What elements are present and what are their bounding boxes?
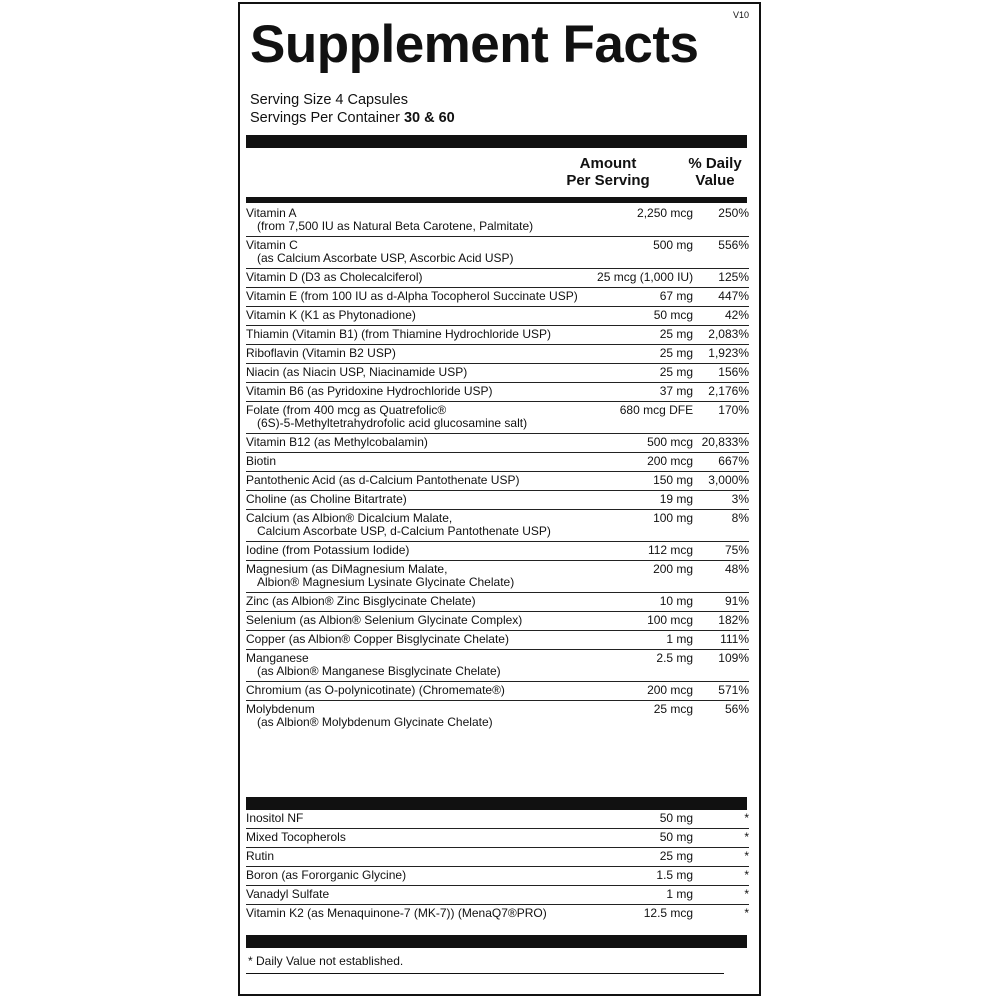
- nutrient-amount: 500 mcg: [581, 434, 693, 453]
- nutrient-name-cell: [246, 205, 581, 237]
- other-ingredient-daily-value: *: [744, 906, 749, 920]
- nutrient-amount: 19 mg: [581, 491, 693, 510]
- nutrient-name: Folate (from 400 mcg as Quatrefolic®: [246, 403, 447, 417]
- nutrient-amount: 500 mg: [581, 237, 693, 269]
- nutrient-amount: 25 mcg (1,000 IU): [581, 269, 693, 288]
- nutrient-row: [246, 612, 749, 631]
- nutrients-table: [246, 205, 749, 732]
- nutrient-name: Pantothenic Acid (as d-Calcium Pantothenate USP): [246, 473, 520, 487]
- nutrient-daily-value: 170%: [693, 402, 749, 434]
- nutrient-daily-value: 3,000%: [693, 472, 749, 491]
- other-ingredient-amount: 1.5 mg: [581, 867, 693, 886]
- nutrient-name-cell: [246, 364, 581, 383]
- nutrient-row: [246, 682, 749, 701]
- nutrient-row: [246, 561, 749, 593]
- nutrient-amount: 25 mg: [581, 345, 693, 364]
- nutrient-amount: 150 mg: [581, 472, 693, 491]
- nutrient-row: [246, 542, 749, 561]
- thick-divider-middle: [246, 797, 747, 810]
- nutrient-name-cell: [246, 682, 581, 701]
- dv-header-line1: % Daily: [688, 155, 742, 172]
- nutrient-row: [246, 434, 749, 453]
- nutrient-amount: 2,250 mcg: [581, 205, 693, 237]
- footnote: * Daily Value not established.: [248, 954, 404, 968]
- nutrient-amount: 112 mcg: [581, 542, 693, 561]
- nutrient-name: Vitamin D (D3 as Cholecalciferol): [246, 270, 423, 284]
- nutrient-daily-value: 156%: [693, 364, 749, 383]
- nutrient-detail: (as Calcium Ascorbate USP, Ascorbic Acid USP): [257, 251, 514, 265]
- nutrient-row: [246, 345, 749, 364]
- nutrient-row: [246, 383, 749, 402]
- nutrient-name: Calcium (as Albion® Dicalcium Malate,: [246, 511, 453, 525]
- nutrient-name: Choline (as Choline Bitartrate): [246, 492, 407, 506]
- nutrient-daily-value: 571%: [693, 682, 749, 701]
- nutrient-daily-value: 2,176%: [693, 383, 749, 402]
- serving-size: Serving Size 4 Capsules: [250, 92, 408, 108]
- nutrient-amount: 25 mg: [581, 326, 693, 345]
- dv-header-line2: Value: [695, 172, 735, 189]
- nutrient-name-cell: [246, 288, 581, 307]
- nutrient-name-cell: [246, 612, 581, 631]
- other-ingredient-name: Vanadyl Sulfate: [246, 886, 581, 905]
- nutrient-daily-value: 91%: [693, 593, 749, 612]
- nutrient-daily-value: 48%: [693, 561, 749, 593]
- nutrient-name-cell: [246, 383, 581, 402]
- nutrient-daily-value: 56%: [724, 702, 749, 716]
- nutrient-daily-value: 75%: [693, 542, 749, 561]
- amount-header-line1: Amount: [579, 155, 637, 172]
- nutrient-name-cell: [246, 307, 581, 326]
- nutrient-daily-value: 556%: [693, 237, 749, 269]
- nutrient-name: Vitamin K (K1 as Phytonadione): [246, 308, 416, 322]
- other-ingredients-table: [246, 810, 749, 923]
- nutrient-amount: 100 mg: [581, 510, 693, 542]
- thick-divider-top: [246, 135, 747, 148]
- nutrient-amount: 67 mg: [581, 288, 693, 307]
- nutrient-name-cell: [246, 561, 581, 593]
- nutrient-row: [246, 491, 749, 510]
- nutrient-daily-value: 447%: [693, 288, 749, 307]
- nutrient-name: Zinc (as Albion® Zinc Bisglycinate Chelate): [246, 594, 476, 608]
- nutrient-row: [246, 701, 749, 733]
- other-ingredient-daily-value: *: [693, 848, 749, 867]
- nutrient-amount: 1 mg: [581, 631, 693, 650]
- nutrient-name: Chromium (as O-polynicotinate) (Chromemate®): [246, 683, 505, 697]
- nutrient-name-cell: [246, 593, 581, 612]
- nutrient-amount: 37 mg: [581, 383, 693, 402]
- amount-per-serving-header: [558, 155, 658, 189]
- nutrient-daily-value: 3%: [693, 491, 749, 510]
- nutrient-amount: 50 mcg: [581, 307, 693, 326]
- other-ingredient-daily-value: *: [693, 829, 749, 848]
- nutrient-row: [246, 510, 749, 542]
- nutrient-daily-value: 20,833%: [693, 434, 749, 453]
- other-ingredient-amount: 1 mg: [581, 886, 693, 905]
- servings-per-container-label: Servings Per Container: [250, 110, 404, 126]
- nutrient-name-cell: [246, 542, 581, 561]
- nutrient-name: Vitamin B12 (as Methylcobalamin): [246, 435, 428, 449]
- nutrient-row: [246, 453, 749, 472]
- nutrient-detail: (as Albion® Molybdenum Glycinate Chelate): [257, 715, 493, 729]
- other-ingredient-row: [246, 905, 749, 924]
- nutrient-row: [246, 650, 749, 682]
- nutrient-name: Manganese: [246, 651, 309, 665]
- nutrient-name: Selenium (as Albion® Selenium Glycinate Complex): [246, 613, 523, 627]
- nutrient-name: Riboflavin (Vitamin B2 USP): [246, 346, 396, 360]
- other-ingredient-amount: 50 mg: [581, 829, 693, 848]
- nutrient-name-cell: [246, 453, 581, 472]
- nutrient-row: [246, 307, 749, 326]
- nutrient-name-cell: [246, 345, 581, 364]
- nutrient-detail: (6S)-5-Methyltetrahydrofolic acid glucosamine salt): [257, 416, 528, 430]
- nutrient-daily-value: 111%: [693, 631, 749, 650]
- other-ingredient-row: [246, 867, 749, 886]
- nutrient-name: Biotin: [246, 454, 277, 468]
- other-ingredient-row: [246, 886, 749, 905]
- nutrient-name: Thiamin (Vitamin B1) (from Thiamine Hydrochloride USP): [246, 327, 551, 341]
- other-ingredient-amount: 25 mg: [581, 848, 693, 867]
- nutrient-detail: (as Albion® Manganese Bisglycinate Chelate): [257, 664, 501, 678]
- nutrient-name: Vitamin A: [246, 206, 297, 220]
- nutrient-name-cell: [246, 434, 581, 453]
- amount-header-line2: Per Serving: [566, 172, 650, 189]
- nutrient-daily-value: 667%: [693, 453, 749, 472]
- servings-per-container: [250, 109, 455, 127]
- other-ingredient-amount: 12.5 mcg: [643, 906, 694, 920]
- nutrient-name-cell: [246, 650, 581, 682]
- nutrient-daily-value: 2,083%: [693, 326, 749, 345]
- nutrient-row: [246, 472, 749, 491]
- nutrient-amount: 200 mcg: [581, 453, 693, 472]
- nutrient-daily-value: 125%: [693, 269, 749, 288]
- nutrient-row: [246, 288, 749, 307]
- nutrient-name-cell: [246, 631, 581, 650]
- nutrient-amount: 680 mcg DFE: [581, 402, 693, 434]
- nutrient-row: [246, 593, 749, 612]
- nutrient-name-cell: [246, 491, 581, 510]
- nutrient-name: Copper (as Albion® Copper Bisglycinate Chelate): [246, 632, 509, 646]
- thick-divider-bottom: [246, 935, 747, 948]
- nutrient-name-cell: [246, 269, 581, 288]
- medium-divider-header: [246, 197, 747, 203]
- nutrient-row: [246, 237, 749, 269]
- nutrient-name: Vitamin B6 (as Pyridoxine Hydrochloride USP): [246, 384, 493, 398]
- nutrient-name-cell: [246, 402, 581, 434]
- nutrient-detail: (from 7,500 IU as Natural Beta Carotene, Palmitate): [257, 219, 534, 233]
- nutrient-amount: 25 mcg: [653, 702, 694, 716]
- servings-per-container-value: 30 & 60: [403, 110, 455, 126]
- other-ingredient-daily-value: *: [693, 886, 749, 905]
- other-ingredient-name: Vitamin K2 (as Menaquinone-7 (MK-7)) (MenaQ7®PRO): [246, 906, 547, 920]
- nutrient-name: Vitamin E (from 100 IU as d-Alpha Tocopherol Succinate USP): [246, 289, 578, 303]
- footnote-divider: [246, 973, 724, 974]
- nutrient-name: Vitamin C: [246, 238, 298, 252]
- nutrient-row: [246, 631, 749, 650]
- nutrient-amount: 2.5 mg: [581, 650, 693, 682]
- nutrient-name: Magnesium (as DiMagnesium Malate,: [246, 562, 448, 576]
- nutrient-daily-value: 1,923%: [693, 345, 749, 364]
- nutrient-row: [246, 205, 749, 237]
- version-code: V10: [732, 10, 749, 20]
- nutrient-detail: Calcium Ascorbate USP, d-Calcium Pantothenate USP): [257, 524, 551, 538]
- nutrient-daily-value: 182%: [693, 612, 749, 631]
- other-ingredient-daily-value: *: [693, 867, 749, 886]
- other-ingredient-row: [246, 829, 749, 848]
- panel-title: Supplement Facts: [250, 15, 699, 74]
- other-ingredient-name: Rutin: [246, 848, 581, 867]
- nutrient-name-cell: [246, 237, 581, 269]
- other-ingredient-amount: 50 mg: [581, 810, 693, 829]
- nutrient-name: Iodine (from Potassium Iodide): [246, 543, 410, 557]
- nutrient-row: [246, 402, 749, 434]
- nutrient-name-cell: [246, 510, 581, 542]
- nutrient-daily-value: 109%: [693, 650, 749, 682]
- nutrient-row: [246, 269, 749, 288]
- other-ingredient-name: Boron (as Fororganic Glycine): [246, 867, 581, 886]
- nutrient-name: Molybdenum: [246, 702, 315, 716]
- nutrient-amount: 100 mcg: [581, 612, 693, 631]
- other-ingredient-row: [246, 848, 749, 867]
- nutrient-name-cell: [246, 472, 581, 491]
- nutrient-amount: 10 mg: [581, 593, 693, 612]
- nutrient-name-cell: [246, 701, 581, 733]
- nutrient-amount: 25 mg: [581, 364, 693, 383]
- serving-info: [250, 91, 455, 127]
- nutrient-detail: Albion® Magnesium Lysinate Glycinate Chelate): [257, 575, 515, 589]
- nutrient-daily-value: 250%: [693, 205, 749, 237]
- nutrient-daily-value: 42%: [693, 307, 749, 326]
- supplement-facts-panel: [238, 2, 761, 996]
- other-ingredient-name: Inositol NF: [246, 810, 581, 829]
- nutrient-row: [246, 364, 749, 383]
- nutrient-name: Niacin (as Niacin USP, Niacinamide USP): [246, 365, 468, 379]
- nutrient-name-cell: [246, 326, 581, 345]
- other-ingredient-row: [246, 810, 749, 829]
- nutrient-row: [246, 326, 749, 345]
- nutrient-amount: 200 mg: [581, 561, 693, 593]
- other-ingredient-daily-value: *: [693, 810, 749, 829]
- nutrient-daily-value: 8%: [693, 510, 749, 542]
- other-ingredient-name: Mixed Tocopherols: [246, 829, 581, 848]
- nutrient-amount: 200 mcg: [581, 682, 693, 701]
- daily-value-header: [680, 155, 750, 189]
